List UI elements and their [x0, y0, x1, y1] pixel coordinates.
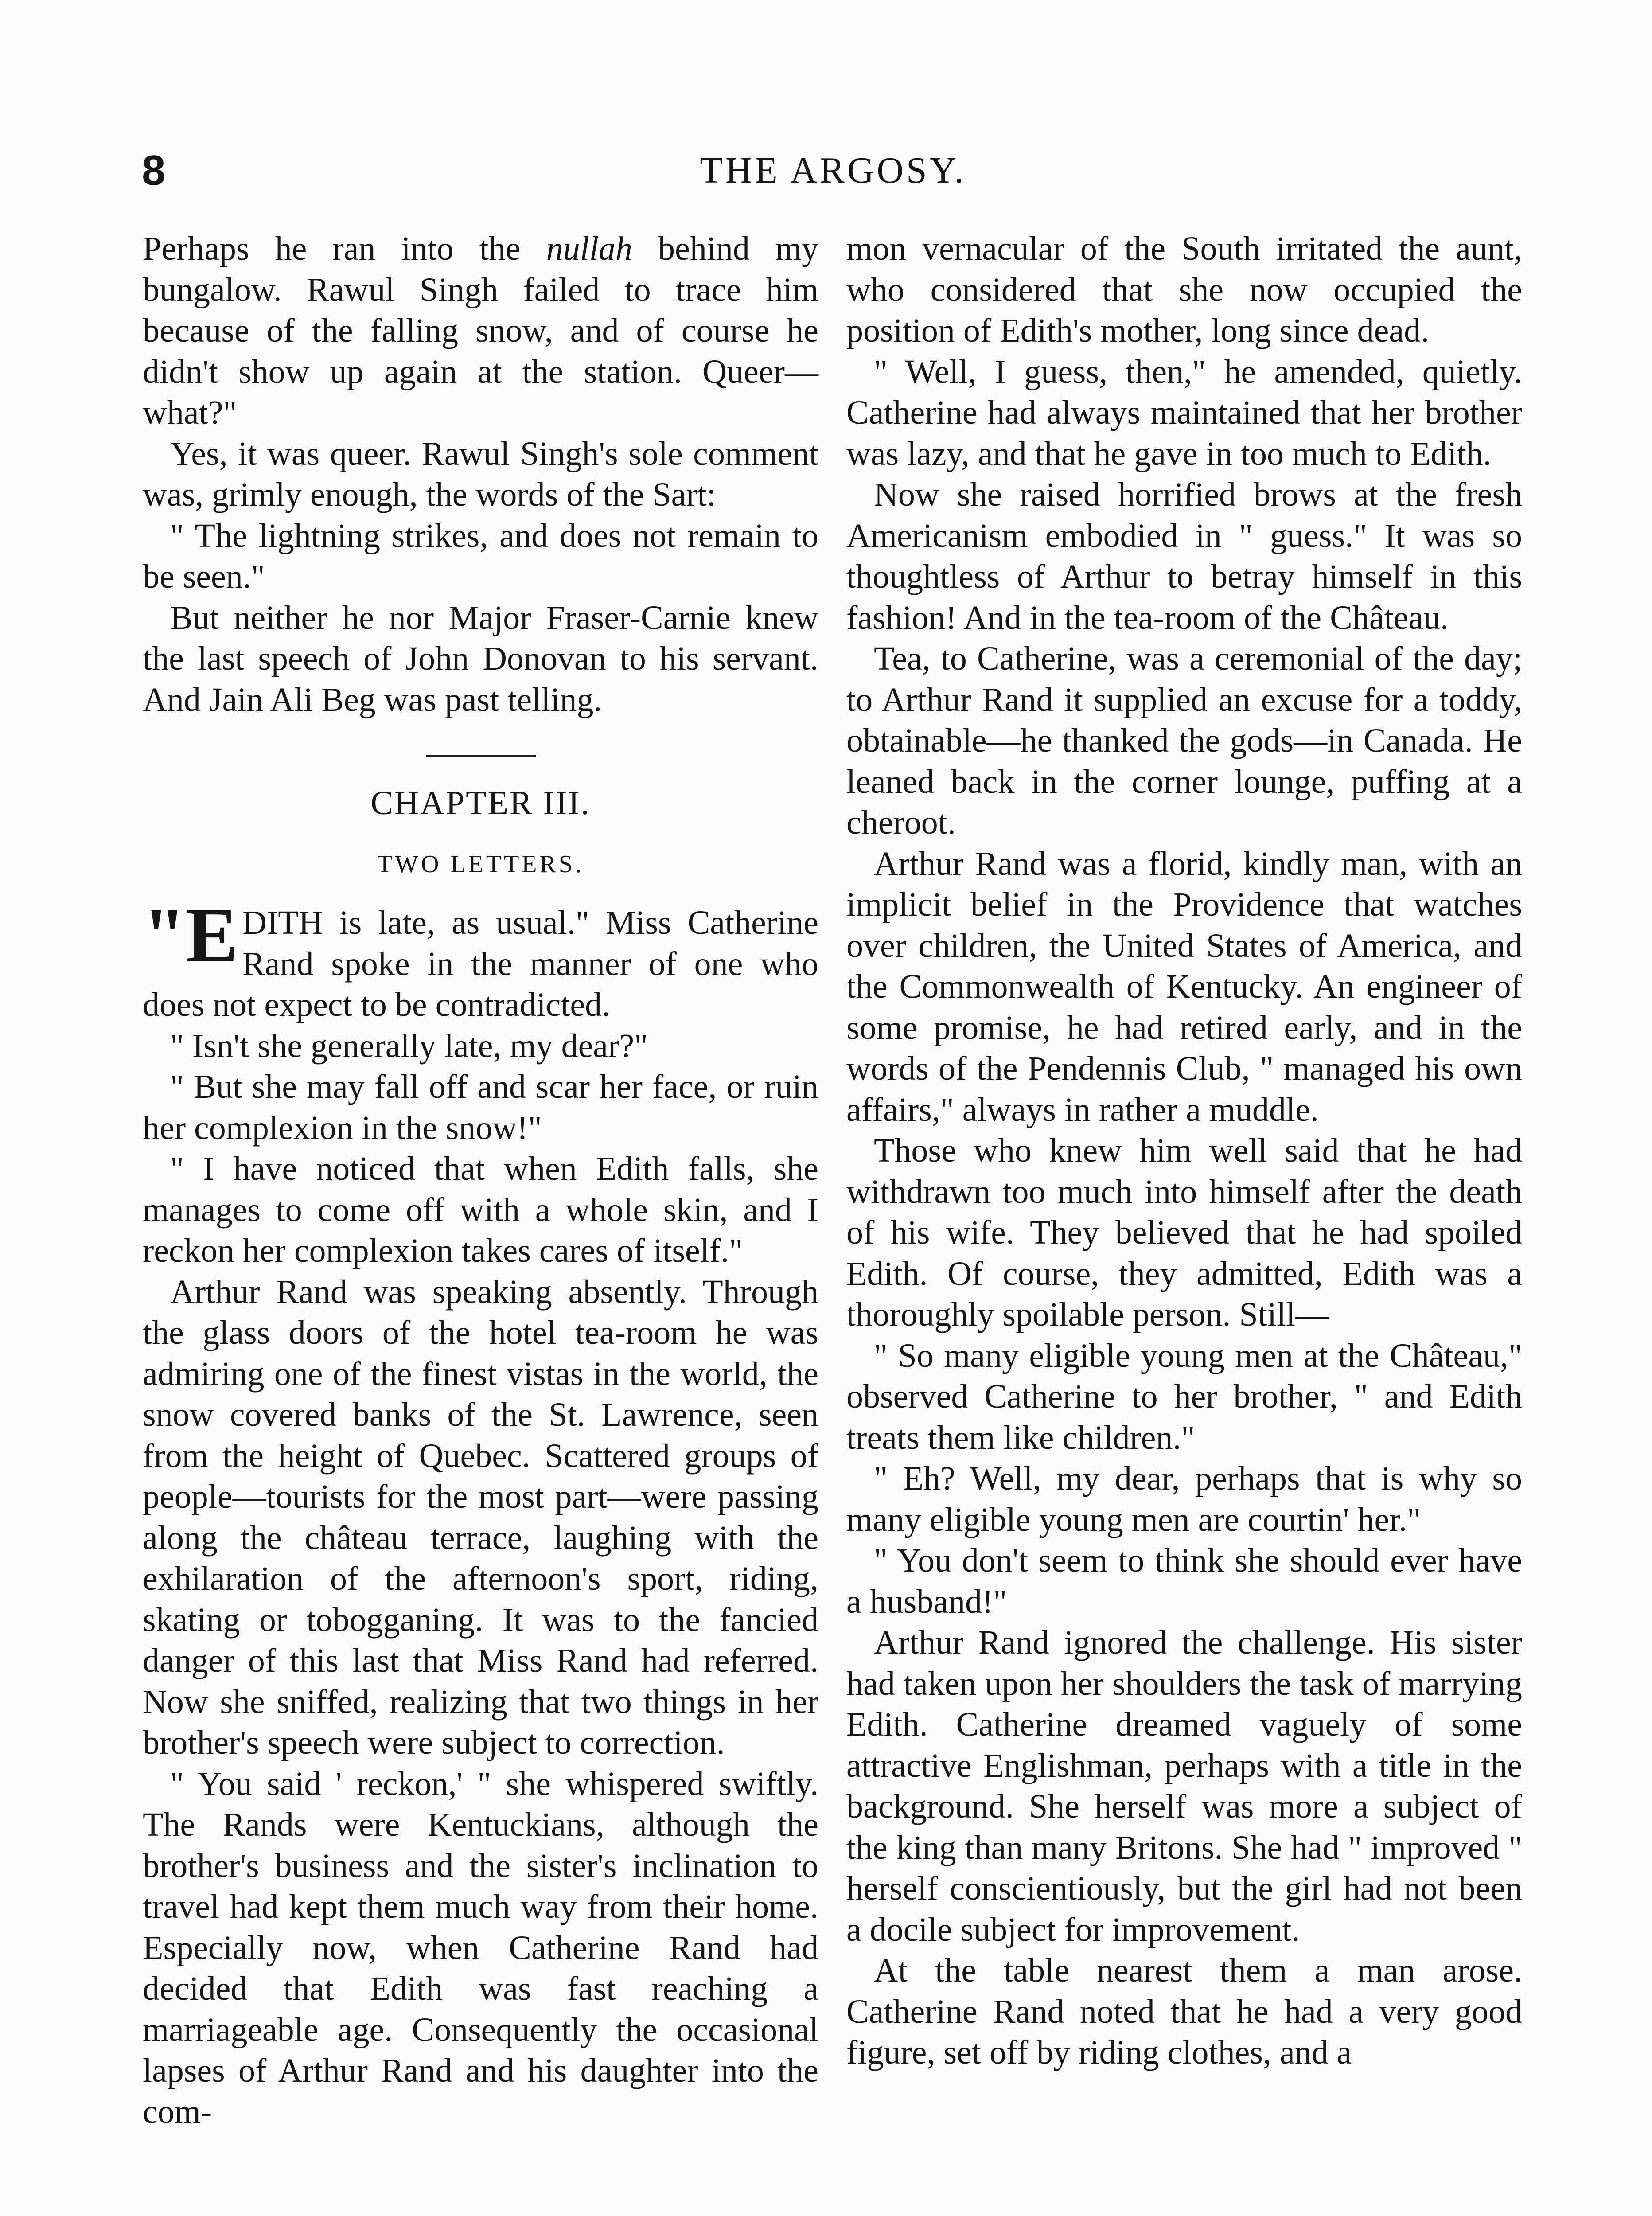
- right-column: [846, 228, 1522, 2073]
- paragraph: mon vernacular of the South irritated the aunt, who considered that she now occupied the position of Edith's mother, long since dead.: [846, 230, 1522, 349]
- paragraph: Perhaps he ran into the nullah behind my bungalow. Rawul Singh failed to trace him because of the falling snow, and of course he didn't show up again at the station. Queer—what?": [143, 230, 818, 431]
- left-column: [143, 228, 818, 2132]
- paragraph: " Isn't she generally late, my dear?": [170, 1027, 648, 1065]
- opening-paragraph: "E DITH is late, as usual." Miss Catherine Rand spoke in the manner of one who does not expect to be contradicted.: [143, 892, 818, 1023]
- drop-cap: "E: [143, 892, 238, 979]
- paragraph: " You said ' reckon,' " she whispered swiftly. The Rands were Kentuckians, although the brother's business and the sister's inclination to travel had kept them much way from their home. Especially now, when Catherine Rand had decided that Edith was fast reaching a marriageable age. Consequently the occasional lapses of Arthur Rand and his daughter into the com-: [143, 1765, 818, 2130]
- paragraph: Now she raised horrified brows at the fresh Americanism embodied in " guess." It was so thoughtless of Arthur to betray himself in this fashion! And in the tea-room of the Château.: [846, 476, 1522, 636]
- section-divider: [426, 755, 536, 757]
- paragraph: Arthur Rand ignored the challenge. His sister had taken upon her shoulders the task of marrying Edith. Catherine dreamed vaguely of some attractive Englishman, perhaps with a title in the background. She herself was more a subject of the king than many Britons. She had " improved " herself conscientiously, but the girl had not been a docile subject for improvement.: [846, 1624, 1522, 1948]
- paragraph: " The lightning strikes, and does not remain to be seen.": [143, 517, 818, 595]
- paragraph: " Eh? Well, my dear, perhaps that is why so many eligible young men are courtin' her.": [846, 1460, 1522, 1538]
- paragraph: Tea, to Catherine, was a ceremonial of the day; to Arthur Rand it supplied an excuse for a toddy, obtainable—he thanked the gods—in Canada. He leaned back in the corner lounge, puffing at a cheroot.: [846, 640, 1522, 841]
- page-number: 8: [142, 147, 166, 194]
- italic-word: nullah: [546, 230, 632, 267]
- paragraph: Those who knew him well said that he had withdrawn too much into himself after the death of his wife. They believed that he had spoiled Edith. Of course, they admitted, Edith was a thoroughly spoilable person. Still—: [846, 1132, 1522, 1333]
- paragraph: Arthur Rand was a florid, kindly man, with an implicit belief in the Providence that watches over children, the United States of America, and the Commonwealth of Kentucky. An engineer of some promise, he had retired early, and in the words of the Pendennis Club, " managed his own affairs," always in rather a muddle.: [846, 845, 1522, 1128]
- chapter-title: CHAPTER III.: [370, 784, 591, 822]
- paragraph: " I have noticed that when Edith falls, she manages to come off with a whole skin, and I reckon her complexion takes cares of itself.": [143, 1150, 818, 1269]
- paragraph: " So many eligible young men at the Château," observed Catherine to her brother, " and Edith treats them like children.": [846, 1337, 1522, 1456]
- paragraph: Yes, it was queer. Rawul Singh's sole comment was, grimly enough, the words of the Sart:: [143, 435, 818, 513]
- paragraph: Arthur Rand was speaking absently. Through the glass doors of the hotel tea-room he was admiring one of the finest vistas in the world, the snow covered banks of the St. Lawrence, seen from the height of Quebec. Scattered groups of people—tourists for the most part—were passing along the château terrace, laughing with the exhilaration of the afternoon's sport, riding, skating or tobogganing. It was to the fancied danger of this last that Miss Rand had referred. Now she sniffed, realizing that two things in her brother's speech were subject to correction.: [143, 1273, 818, 1761]
- paragraph: " You don't seem to think she should ever have a husband!": [846, 1542, 1522, 1620]
- running-head: THE ARGOSY.: [700, 150, 966, 191]
- paragraph: At the table nearest them a man arose. Catherine Rand noted that he had a very good figure, set off by riding clothes, and a: [846, 1952, 1522, 2071]
- paragraph: " But she may fall off and scar her face, or ruin her complexion in the snow!": [143, 1068, 818, 1147]
- page-header: [142, 146, 1524, 195]
- paragraph: " Well, I guess, then," he amended, quietly. Catherine had always maintained that her brother was lazy, and that he gave in too much to Edith.: [846, 353, 1522, 472]
- chapter-subtitle: TWO LETTERS.: [377, 850, 584, 878]
- paragraph: But neither he nor Major Fraser-Carnie knew the last speech of John Donovan to his servant. And Jain Ali Beg was past telling.: [143, 599, 818, 718]
